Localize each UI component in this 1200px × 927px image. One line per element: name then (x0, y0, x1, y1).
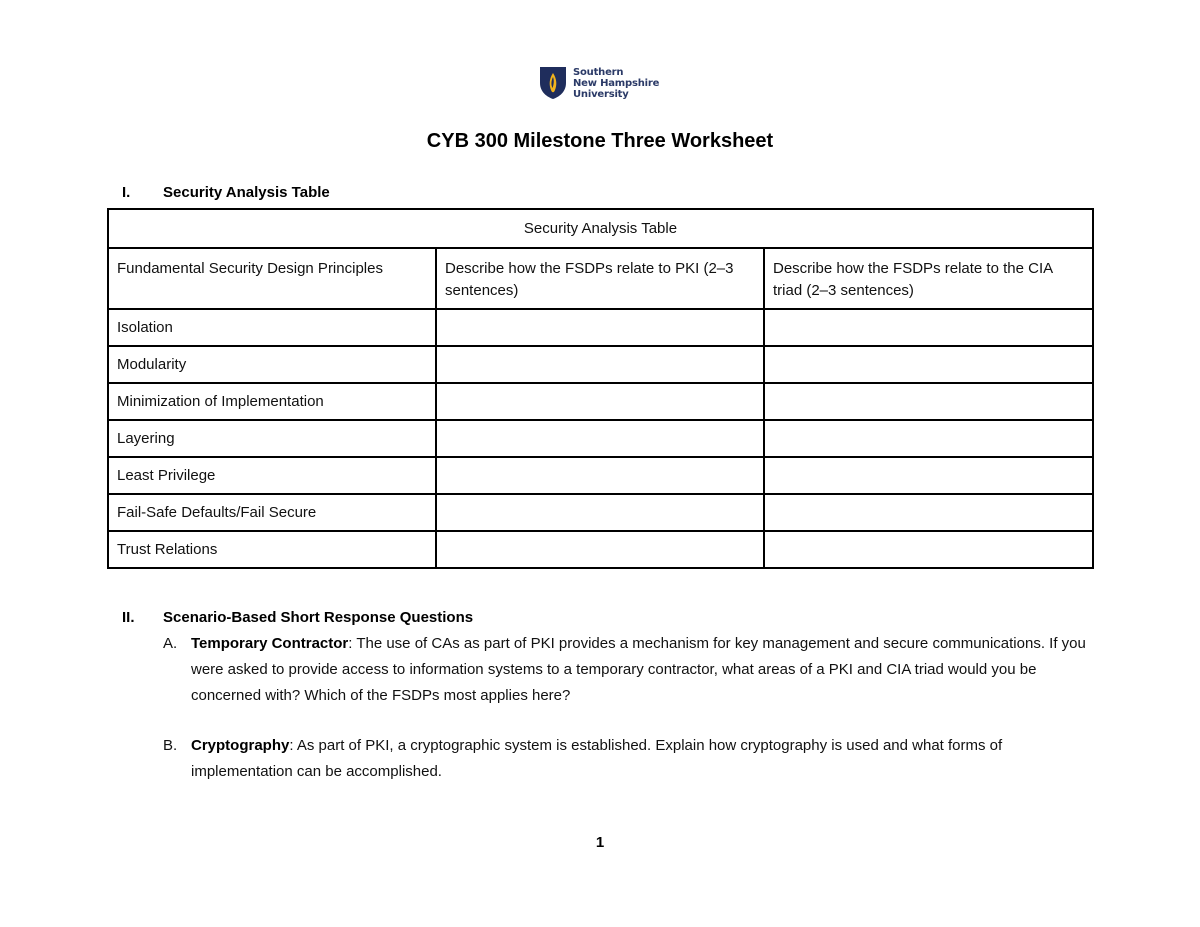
row-label-least-privilege: Least Privilege (108, 457, 436, 494)
table-row (108, 457, 1093, 494)
cia-response-cell[interactable] (764, 457, 1093, 494)
cia-response-cell[interactable] (764, 383, 1093, 420)
row-label-minimization: Minimization of Implementation (108, 383, 436, 420)
pki-response-cell[interactable] (436, 383, 764, 420)
cia-response-cell[interactable] (764, 346, 1093, 383)
document-title: CYB 300 Milestone Three Worksheet (426, 130, 774, 152)
table-row (108, 309, 1093, 346)
pki-response-cell[interactable] (436, 420, 764, 457)
pki-response-cell[interactable] (436, 531, 764, 568)
question-b-body (191, 733, 1093, 785)
cia-response-cell[interactable] (764, 531, 1093, 568)
row-label-modularity: Modularity (108, 346, 436, 383)
cia-response-cell[interactable] (764, 420, 1093, 457)
cia-response-cell[interactable] (764, 309, 1093, 346)
university-logo (539, 66, 659, 100)
header-principles: Fundamental Security Design Principles (108, 248, 436, 309)
security-analysis-table (107, 208, 1094, 569)
row-label-fail-safe: Fail-Safe Defaults/Fail Secure (108, 494, 436, 531)
question-a-term: Temporary Contractor (191, 635, 349, 652)
logo-line-1: Southern (573, 66, 624, 78)
question-a-letter: A. (163, 635, 178, 652)
shield-logo-icon (539, 66, 567, 100)
question-b-text: : As part of PKI, a cryptographic system is established. Explain how cryptography is used and what forms of implementation can be accomplished. (191, 737, 1003, 780)
row-label-trust-relations: Trust Relations (108, 531, 436, 568)
pki-response-cell[interactable] (436, 346, 764, 383)
question-a-text: : The use of CAs as part of PKI provides a mechanism for key management and secure communications. If you were asked to provide access to information systems to a temporary contractor, what areas of a PKI and CIA triad would you be concerned with? Which of the FSDPs most applies here? (191, 635, 1086, 704)
table-header-row (108, 248, 1093, 309)
pki-response-cell[interactable] (436, 494, 764, 531)
question-a (163, 631, 1093, 709)
section-1-title: Security Analysis Table (163, 184, 330, 201)
section-1-heading (122, 184, 330, 201)
row-label-layering: Layering (108, 420, 436, 457)
section-2-title: Scenario-Based Short Response Questions (163, 609, 474, 626)
header-pki: Describe how the FSDPs relate to PKI (2–3 sentences) (436, 248, 764, 309)
section-2-heading (122, 609, 473, 626)
question-b (163, 733, 1093, 785)
table-row (108, 420, 1093, 457)
question-a-body (191, 631, 1093, 709)
table-row (108, 494, 1093, 531)
row-label-isolation: Isolation (108, 309, 436, 346)
pki-response-cell[interactable] (436, 457, 764, 494)
pki-response-cell[interactable] (436, 309, 764, 346)
section-2-number: II. (122, 609, 135, 626)
cia-response-cell[interactable] (764, 494, 1093, 531)
logo-line-3: University (573, 88, 629, 100)
header-cia: Describe how the FSDPs relate to the CIA triad (2–3 sentences) (764, 248, 1093, 309)
logo-line-2: New Hampshire (573, 77, 660, 89)
table-caption: Security Analysis Table (108, 209, 1093, 248)
logo-wordmark (573, 67, 659, 100)
page-number: 1 (595, 834, 605, 851)
table-row (108, 346, 1093, 383)
table-row (108, 531, 1093, 568)
table-caption-row (108, 209, 1093, 248)
question-b-term: Cryptography (191, 737, 290, 754)
table-row (108, 383, 1093, 420)
question-b-letter: B. (163, 737, 178, 754)
section-1-number: I. (122, 184, 131, 201)
